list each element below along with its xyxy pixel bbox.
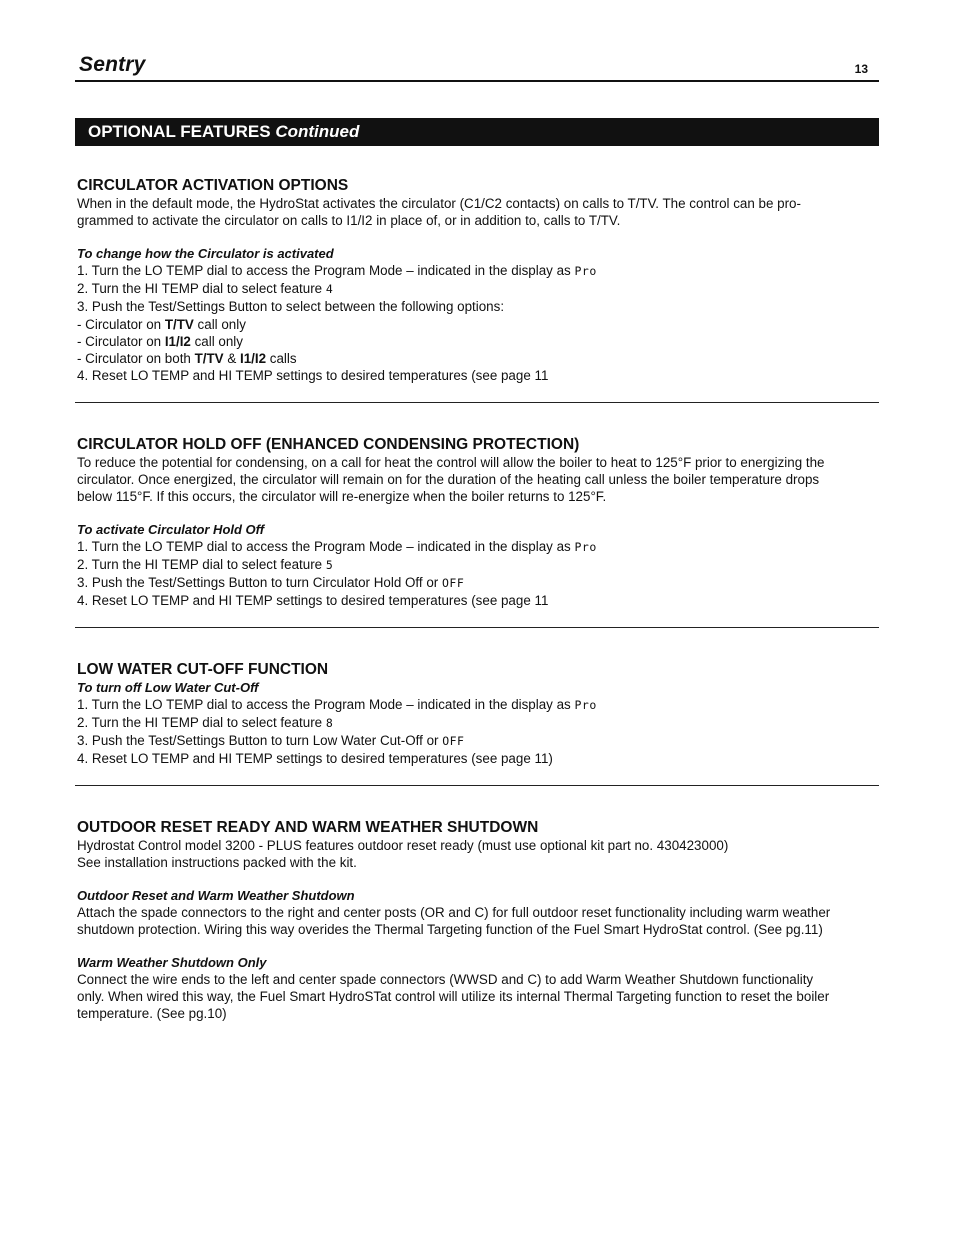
step-3 bbox=[77, 574, 879, 592]
section-divider bbox=[75, 627, 879, 628]
display-code: OFF bbox=[442, 734, 465, 748]
option-bold: T/TV bbox=[194, 351, 224, 366]
intro-line: Hydrostat Control model 3200 - PLUS features outdoor reset ready (must use optional kit part no. 430423000) bbox=[77, 838, 729, 853]
banner-continued: Continued bbox=[275, 122, 360, 141]
step-4: 4. Reset LO TEMP and HI TEMP settings to desired temperatures (see page 11 bbox=[77, 368, 549, 383]
header-divider bbox=[75, 80, 879, 82]
step-3 bbox=[77, 732, 879, 750]
subheading: To turn off Low Water Cut-Off bbox=[77, 680, 259, 695]
subheading: To change how the Circulator is activated bbox=[77, 246, 334, 261]
step-1 bbox=[77, 262, 879, 280]
section-banner bbox=[75, 118, 879, 146]
section-title: CIRCULATOR HOLD OFF (ENHANCED CONDENSING PROTECTION) bbox=[77, 436, 580, 453]
option-bold: T/TV bbox=[164, 317, 194, 332]
option-text: calls bbox=[266, 351, 297, 366]
display-code: 5 bbox=[325, 558, 334, 572]
subheading: To activate Circulator Hold Off bbox=[77, 522, 265, 537]
display-code: Pro bbox=[574, 264, 597, 278]
intro-line: When in the default mode, the HydroStat activates the circulator (C1/C2 contacts) on calls to T/TV. The control can be pro- bbox=[77, 196, 801, 211]
section-divider bbox=[75, 785, 879, 786]
intro-line: grammed to activate the circulator on calls to I1/I2 in place of, or in addition to, calls to T/TV. bbox=[77, 213, 621, 228]
step-text: 2. Turn the HI TEMP dial to select feature bbox=[77, 715, 326, 730]
paragraph-line: temperature. (See pg.10) bbox=[77, 1006, 227, 1021]
step-text: 3. Push the Test/Settings Button to turn Circulator Hold Off or bbox=[77, 575, 442, 590]
paragraph-line: only. When wired this way, the Fuel Smart HydroSTat control will utilize its internal Thermal Targeting function to reset the boiler bbox=[77, 989, 830, 1004]
intro-line: below 115°F. If this occurs, the circulator will re-energize when the boiler returns to 125°F. bbox=[77, 489, 607, 504]
brand-logo: Sentry bbox=[79, 53, 146, 76]
step-3: 3. Push the Test/Settings Button to select between the following options: bbox=[77, 299, 505, 314]
option-1 bbox=[77, 316, 879, 333]
section-title: OUTDOOR RESET READY AND WARM WEATHER SHUTDOWN bbox=[77, 819, 539, 836]
step-4: 4. Reset LO TEMP and HI TEMP settings to desired temperatures (see page 11) bbox=[77, 751, 553, 766]
display-code: Pro bbox=[574, 698, 597, 712]
paragraph-line: Attach the spade connectors to the right and center posts (OR and C) for full outdoor reset functionality including warm weather bbox=[77, 905, 831, 920]
step-text: 2. Turn the HI TEMP dial to select feature bbox=[77, 281, 326, 296]
paragraph-line: Connect the wire ends to the left and center spade connectors (WWSD and C) to add Warm Weather Shutdown functionality bbox=[77, 972, 814, 987]
step-1 bbox=[77, 538, 879, 556]
section-title: CIRCULATOR ACTIVATION OPTIONS bbox=[77, 177, 349, 194]
option-bold: I1/I2 bbox=[164, 334, 191, 349]
display-code: OFF bbox=[441, 576, 465, 590]
option-text: - Circulator on bbox=[77, 334, 165, 349]
section-divider bbox=[75, 402, 879, 403]
paragraph-line: shutdown protection. Wiring this way overides the Thermal Targeting function of the Fuel Smart HydroStat control. (See pg.11) bbox=[77, 922, 823, 937]
step-2 bbox=[77, 280, 879, 298]
banner-title: OPTIONAL FEATURES bbox=[88, 122, 271, 141]
option-2 bbox=[77, 333, 879, 350]
step-1 bbox=[77, 696, 879, 714]
step-text: 2. Turn the HI TEMP dial to select feature bbox=[77, 557, 326, 572]
option-3 bbox=[77, 350, 879, 367]
page-number: 13 bbox=[854, 62, 868, 76]
section-title: LOW WATER CUT-OFF FUNCTION bbox=[77, 661, 329, 678]
intro-line: See installation instructions packed with the kit. bbox=[77, 855, 357, 870]
display-code: Pro bbox=[574, 540, 597, 554]
section-circulator-activation bbox=[77, 176, 879, 384]
subheading: Outdoor Reset and Warm Weather Shutdown bbox=[77, 888, 355, 903]
section-outdoor-reset bbox=[77, 818, 879, 1022]
section-circulator-hold-off bbox=[77, 435, 879, 610]
step-2 bbox=[77, 714, 879, 732]
step-text: 1. Turn the LO TEMP dial to access the Program Mode – indicated in the display as bbox=[77, 539, 575, 554]
option-text: call only bbox=[193, 317, 246, 332]
option-text: - Circulator on bbox=[77, 317, 165, 332]
display-code: 4 bbox=[325, 282, 334, 296]
option-text: call only bbox=[190, 334, 243, 349]
option-text: & bbox=[223, 351, 240, 366]
display-code: 8 bbox=[325, 716, 334, 730]
step-text: 1. Turn the LO TEMP dial to access the Program Mode – indicated in the display as bbox=[77, 697, 575, 712]
section-low-water-cutoff bbox=[77, 660, 879, 768]
option-text: - Circulator on both bbox=[77, 351, 195, 366]
intro-line: To reduce the potential for condensing, on a call for heat the control will allow the boiler to heat to 125°F prior to energizing the bbox=[77, 455, 825, 470]
intro-line: circulator. Once energized, the circulator will remain on for the duration of the heating call unless the boiler temperature drops bbox=[77, 472, 820, 487]
step-4: 4. Reset LO TEMP and HI TEMP settings to desired temperatures (see page 11 bbox=[77, 593, 549, 608]
subheading: Warm Weather Shutdown Only bbox=[77, 955, 267, 970]
option-bold: I1/I2 bbox=[239, 351, 267, 366]
step-text: 3. Push the Test/Settings Button to turn Low Water Cut-Off or bbox=[77, 733, 443, 748]
step-2 bbox=[77, 556, 879, 574]
step-text: 1. Turn the LO TEMP dial to access the Program Mode – indicated in the display as bbox=[77, 263, 575, 278]
